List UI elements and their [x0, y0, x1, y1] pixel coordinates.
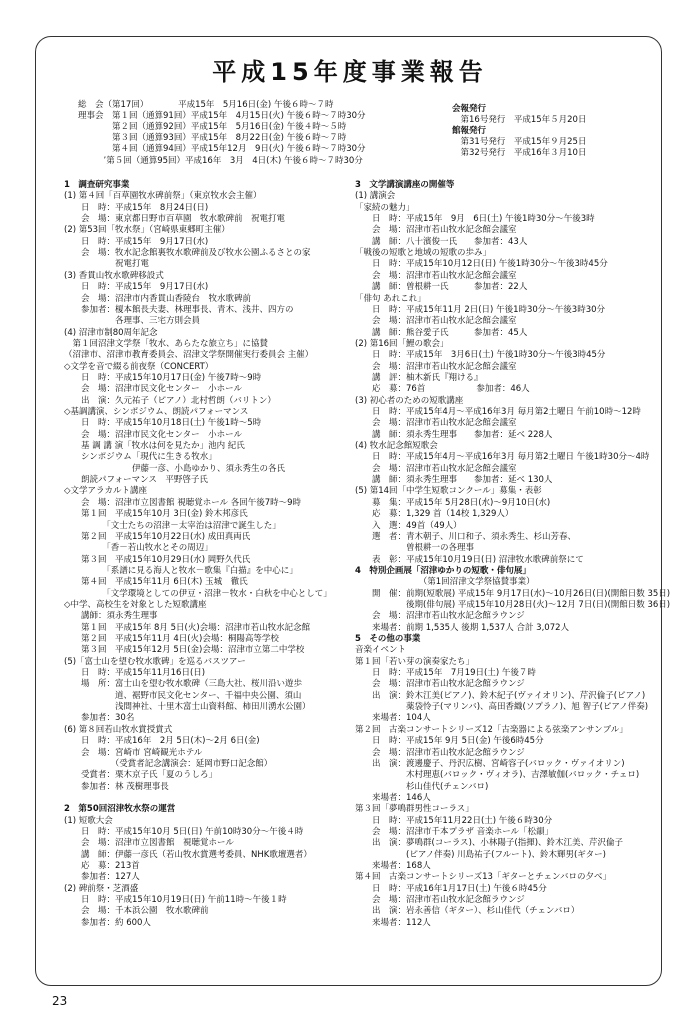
left-column-line: (6) 第８回若山牧水賞授賞式 — [64, 724, 173, 735]
right-column-line: 日 時：平成15年4月～平成16年3月 毎月第2土曜日 午前10時～12時 — [355, 407, 641, 417]
left-column-line: 「文士たちの沼津－太宰治は沼津で誕生した」 — [64, 520, 281, 531]
right-column-line: 講 評：柚木新氏『翔ける』 — [355, 372, 483, 383]
page-number: 23 — [52, 994, 68, 1008]
right-column-line: 選 者：青木朝子、川口和子、須永秀生、杉山芳春、 — [355, 531, 577, 542]
left-column-line: 道、裾野市民文化センター、千福中央公園、須山 — [64, 690, 302, 701]
left-column-line: 第４回 平成15年11月 6日(木) 玉城 徹氏 — [64, 577, 248, 588]
left-column-line: 「系譜に見る海人と牧水－歌集『白描』を中心に」 — [64, 565, 298, 576]
right-column-line: 講 師：曽根耕一氏 参加者：22人 — [355, 282, 528, 293]
right-column-line: (5) 第14回「中学生短歌コンクール」募集・表彰 — [355, 486, 542, 497]
left-column-line: 日 時：平成15年10月18日(土) 午後1時～5時 — [64, 418, 262, 429]
left-column-line: 第１回沼津文学祭「牧水、あらたな旅立ち」に協賛 — [64, 338, 269, 349]
header-left-line: 第３回（通算93回）平成15年 8月22日(金) 午後６時～７時 — [78, 133, 347, 144]
right-column-line: 入 選：49首（49人） — [355, 520, 462, 531]
left-column-line: 受賞者：栗木京子氏「夏のうしろ」 — [64, 770, 218, 781]
right-column-line: 杉山佳代(チェンバロ) — [355, 781, 489, 792]
left-column-line: 場 所：富士山を望む牧水歌碑（三島大社、桜川沿い遊歩 — [64, 679, 303, 690]
left-column-line: 朗読パフォーマンス 平野啓子氏 — [64, 475, 208, 486]
left-column-line: ◇文学アラカルト講座 — [64, 486, 148, 497]
left-column-line: 会 場：牧水記念館裏牧水歌碑前及び牧水公園ふるさとの家 — [64, 248, 311, 259]
left-column-line: 1 調査研究事業 — [64, 180, 130, 190]
right-column-line: 日 時：平成15年 9月 5日(金) 午後6時45分 — [355, 736, 544, 747]
left-column-line: 会 場：沼津市民文化センター 小ホール — [64, 384, 242, 395]
header-left-line: ’第５回（通算95回）平成16年 3月 4日(木) 午後６時～７時30分 — [78, 155, 363, 166]
left-column-line: 日 時：平成15年 8月24日(日) — [64, 202, 209, 213]
right-column-line: 出 演：岩永善信（ギター）、杉山佳代（チェンバロ） — [355, 906, 580, 917]
right-column-line: 4 特別企画展「沼津ゆかりの短歌・俳句展」 — [355, 565, 531, 576]
right-column-line: 講 師：熊谷愛子氏 参加者：45人 — [355, 327, 528, 338]
right-column-line: 出 演：鈴木江美(ピアノ)、鈴木紀子(ヴァイオリン)、芹沢倫子(ピアノ) — [355, 690, 646, 701]
header-left-line: 第４回（通算94回）平成15年12月 9日(火) 午後６時～７時30分 — [78, 144, 366, 155]
left-column-line: 日 時：平成15年11月16日(日) — [64, 668, 206, 679]
left-column-line: 会 場：千本浜公園 牧水歌碑前 — [64, 906, 209, 917]
right-column-line: 会 場：沼津市若山牧水記念館ラウンジ — [355, 747, 525, 758]
header-right-line: 第31号発行 平成15年９月25日 — [452, 137, 587, 148]
left-column-line: シンポジウム「現代に生きる牧水」 — [64, 452, 217, 463]
left-column-line: (1) 短歌大会 — [64, 815, 113, 826]
right-column-line: 3 文学講演講座の開催等 — [355, 180, 455, 190]
right-column-line: (4) 牧水記念館短歌会 — [355, 441, 438, 452]
right-column-line: 来場者：146人 — [355, 792, 431, 803]
left-column-line: 会 場：宮崎市 宮崎観光ホテル — [64, 747, 203, 758]
right-column-line: 日 時：平成15年11月22日(土) 午後６時30分 — [355, 815, 553, 826]
left-column-line: 出 演：久元祐子（ピアノ）北村哲朗（バリトン） — [64, 395, 276, 406]
right-column-line: 日 時：平成15年 7月19日(土) 午後７時 — [355, 668, 536, 679]
right-column-line: 応 募：76首 参加者：46人 — [355, 384, 530, 395]
right-column-line: 日 時：平成15年 3月6日(土) 午後1時30分～午後3時45分 — [355, 350, 606, 361]
left-column-line: 日 時：平成15年10月 5日(日) 午前10時30分～午後４時 — [64, 826, 304, 837]
right-column-line: 「俳句 あれこれ」 — [355, 293, 426, 304]
left-column-line: 日 時：平成15年10月19日(日) 午前11時～午後１時 — [64, 895, 287, 906]
right-column-line: 「家続の魅力」 — [355, 202, 415, 213]
right-column-line: 会 場：沼津市若山牧水記念館会議室 — [355, 463, 517, 474]
right-column-line: 曽根耕一の各理事 — [355, 543, 475, 554]
left-column-line: 日 時：平成16年 2月 5日(木)～2月 6日(金) — [64, 736, 260, 747]
left-column-line: 祝電打電 — [64, 259, 150, 270]
right-column-line: 会 場：沼津市若山牧水記念館ラウンジ — [355, 895, 525, 906]
header-right-line: 第16号発行 平成15年５月20日 — [452, 115, 587, 126]
left-column-line: ◇文学を音で綴る前夜祭（CONCERT） — [64, 361, 214, 372]
right-column-line: 会 場：沼津市千本プラザ 音楽ホール「松韻」 — [355, 826, 554, 837]
left-column-line: 講師：須永秀生理事 — [64, 611, 158, 622]
left-column-line: 参加者：約 600人 — [64, 917, 151, 928]
left-column-line — [64, 793, 349, 804]
left-column-line: 第２回 平成15年10月22日(水) 成田真両氏 — [64, 531, 251, 542]
right-column-line: 後期(俳句展) 平成15年10月28日(火)～12月 7日(日)(開館日数 36日) — [355, 599, 671, 610]
header-right-line: 第32号発行 平成16年３月10日 — [452, 148, 587, 159]
left-column-line: 日 時：平成15年 9月17日(水) — [64, 236, 209, 247]
header-left-line: 第２回（通算92回）平成15年 5月16日(金) 午後４時～５時 — [78, 122, 347, 133]
left-column-line: 講 師：伊藤一彦氏（若山牧水賞選考委員、NHK歌壇選者） — [64, 849, 312, 860]
right-column-line: 木村理恵(バロック・ヴィオラ)、吉澤敏伽(バロック・チェロ) — [355, 770, 640, 781]
left-column-line: 参加者：30名 — [64, 713, 135, 724]
right-column-line: 表 彰：平成15年10月19日(日) 沼津牧水歌碑前祭にて — [355, 554, 584, 565]
left-column-line: ◇基調講演、シンポジウム、朗読パフォーマンス — [64, 407, 249, 417]
right-column-line: （第1回沼津文学祭協賛事業） — [355, 577, 535, 588]
left-column-line: 参加者：127人 — [64, 872, 140, 883]
right-column-line: 応 募：1,329 首（14校 1,329人） — [355, 509, 514, 520]
page-title: 平成15年度事業報告 — [212, 58, 488, 86]
left-column-line: 会 場：沼津市内香貫山香陵台 牧水歌碑前 — [64, 293, 252, 304]
left-column-line: (2) 第53回「牧水祭」（宮崎県東郷町主催） — [64, 225, 230, 236]
left-column-line: 第１回 平成15年 8月 5日(火)会場：沼津市若山牧水記念館 — [64, 622, 311, 633]
left-column-line: 日 時：平成15年 9月17日(水) — [64, 282, 209, 293]
right-column-line: 会 場：沼津市若山牧水記念館ラウンジ — [355, 679, 525, 690]
left-column-line: 会 場：沼津市立図書館 視聴覚ホール — [64, 838, 234, 849]
right-column-line: 会 場：沼津市若山牧水記念館会議室 — [355, 225, 517, 236]
right-column-line: 会 場：沼津市若山牧水記念館会議室 — [355, 316, 517, 327]
left-column-line: 第１回 平成15年10月 3日(金) 鈴木邦彦氏 — [64, 509, 248, 520]
left-column-line: （受賞者記念講演会：延岡市野口記念館） — [64, 758, 273, 769]
right-column-line: 講 師：八十濱俊一氏 参加者：43人 — [355, 236, 528, 247]
right-column-line: 日 時：平成15年10月12日(日) 午後1時30分～午後3時45分 — [355, 259, 608, 270]
header-right-line: 館報発行 — [452, 126, 487, 137]
right-column-line: 薬袋怜子(マリンバ)、高田香織(ソプラノ)、旭 智子(ピアノ伴奏) — [355, 702, 649, 713]
right-column-line: 日 時：平成16年1月17日(土) 午後６時45分 — [355, 883, 547, 894]
header-left-line: 理事会 第１回（通算91回）平成15年 4月15日(火) 午後６時～７時30分 — [78, 111, 366, 122]
right-column-line: 「戦後の短歌と地域の短歌の歩み」 — [355, 248, 492, 259]
left-column-line: 参加者：林 茂樹理事長 — [64, 781, 169, 792]
right-column-line: 来場者：112人 — [355, 917, 431, 928]
left-column-line: 第２回 平成15年11月 4日(火)会場：桐陽高等学校 — [64, 634, 279, 644]
header-left-line: 総 会（第17回） 平成15年 5月16日(金) 午後６時～７時 — [78, 100, 334, 110]
right-column-line: 出 演：夢鳴群(コーラス)、小林陽子(指揮)、鈴木江美、芹沢倫子 — [355, 838, 624, 849]
left-column-line: (3) 香貫山牧水歌碑移設式 — [64, 270, 164, 281]
right-column-line: 会 場：沼津市若山牧水記念館会議室 — [355, 418, 517, 429]
right-column-line: 5 その他の事業 — [355, 634, 421, 644]
right-column-line: 講 師：須永秀生理事 参加者：延べ 130人 — [355, 475, 553, 486]
right-column-line: (1) 講演会 — [355, 191, 396, 202]
left-column-line: 会 場：沼津市民文化センター 小ホール — [64, 429, 242, 440]
left-column-line: 「文学環境としての伊豆・沼津－牧水・白秋を中心として」 — [64, 588, 332, 599]
right-column-line: 第１回「若い芽の演奏家たち」 — [355, 656, 475, 667]
right-column-line: 会 場：沼津市若山牧水記念館ラウンジ — [355, 611, 525, 622]
right-column-line: 会 場：沼津市若山牧水記念館会議室 — [355, 270, 517, 281]
right-column-line: 日 時：平成15年 9月 6日(土) 午後1時30分～午後3時 — [355, 214, 595, 225]
right-column-line: 第３回「夢鳴群男性コーラス」 — [355, 804, 474, 815]
right-column-line: 第４回 古楽コンサートシリーズ13「ギターとチェンバロの夕べ」 — [355, 872, 611, 883]
right-column-line: 募 集：平成15年 5月28日(水)～9月10日(水) — [355, 497, 551, 508]
left-column-line: 第３回 平成15年12月 5日(金)会場：沼津市立第二中学校 — [64, 645, 305, 656]
header-right-line: 会報発行 — [452, 104, 487, 114]
left-column-line: 伊藤一彦、小島ゆかり、須永秀生の各氏 — [64, 463, 286, 474]
left-column-line: 会 場：東京都日野市百草園 牧水歌碑前 祝電打電 — [64, 214, 286, 225]
left-column-line: 参加者：榎本館長夫妻、林理事長、青木、浅井、四方の — [64, 304, 294, 315]
left-column-line: 応 募：213首 — [64, 861, 140, 871]
left-column-line: 「香－若山牧水とその周辺」 — [64, 543, 213, 554]
left-column-line: 会 場：沼津市立図書館 視聴覚ホール 各回午後7時～9時 — [64, 497, 302, 508]
right-column-line: 来場者：104人 — [355, 713, 431, 724]
left-column-line: 第３回 平成15年10月29日(水) 岡野久代氏 — [64, 554, 251, 565]
left-column-line: 各理事、三宅方則会員 — [64, 316, 201, 327]
left-column-line: (1) 第４回「百草園牧水碑前祭」（東京牧水会主催） — [64, 191, 262, 202]
right-column-line: 音楽イベント — [355, 645, 407, 656]
left-column-line: 2 第50回沼津牧水祭の運営 — [64, 804, 176, 815]
right-column-line: 日 時：平成15年4月～平成16年3月 毎月第2土曜日 午後1時30分～4時 — [355, 452, 650, 463]
right-column-line: 開 催：前期(短歌展) 平成15年 9月17日(水)～10月26日(日)(開館日数 35日) — [355, 588, 671, 599]
right-column-line: 会 場：沼津市若山牧水記念館会議室 — [355, 361, 517, 372]
right-column-line: (ピアノ伴奏) 川島祐子(フルート)、鈴木輝男(ギター) — [355, 849, 606, 860]
left-column-line: 日 時：平成15年10月17日(金) 午後7時～9時 — [64, 372, 262, 383]
right-column-line: 日 時：平成15年11月 2日(日) 午後1時30分～午後3時30分 — [355, 304, 606, 315]
left-column-line: (2) 碑前祭・芝酒盛 — [64, 883, 139, 894]
right-column-line: (3) 初心者のための短歌講座 — [355, 395, 464, 406]
right-column-line: 第２回 古楽コンサートシリーズ12「古楽器による弦楽アンサンブル」 — [355, 724, 628, 735]
left-column-line: 基 調 講 演「牧水は何を見たか」池内 紀氏 — [64, 441, 245, 452]
right-column-line: 来場者：前期 1,535人 後期 1,537人 合計 3,072人 — [355, 622, 570, 633]
left-column-line: （沼津市、沼津市教育委員会、沼津文学祭開催実行委員会 主催） — [64, 350, 314, 361]
right-column-line: 出 演：渡邊慶子、丹沢広樹、宮崎容子(バロック・ヴァイオリン) — [355, 758, 625, 769]
left-column-line: (5)「富士山を望む牧水歌碑」を巡るバスツアー — [64, 656, 246, 667]
left-column-line: ◇中学、高校生を対象とした短歌講座 — [64, 599, 207, 610]
left-column-line: (4) 沼津市制80周年記念 — [64, 327, 158, 338]
right-column-line: 講 師：須永秀生理事 参加者：延べ 228人 — [355, 429, 553, 440]
right-column-line: (2) 第16回「鯉の歌会」 — [355, 338, 449, 349]
right-column-line: 来場者：168人 — [355, 861, 431, 871]
left-column-line: 浅間神社、十里木富士山資料館、柿田川湧水公園） — [64, 702, 311, 713]
